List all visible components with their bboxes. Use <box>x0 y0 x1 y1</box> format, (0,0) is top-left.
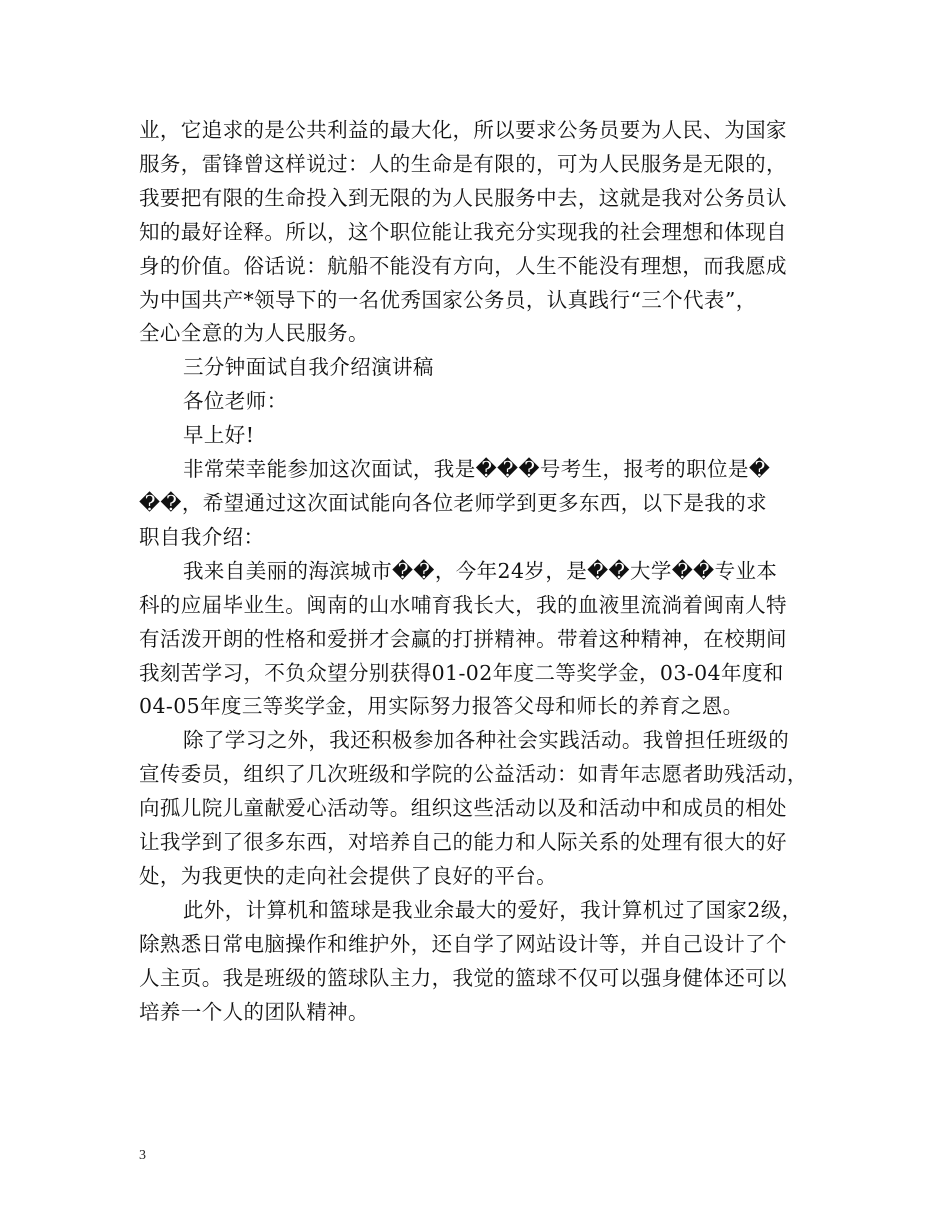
text-line: 除熟悉日常电脑操作和维护外，还自学了网站设计等，并自己设计了个 <box>139 931 787 956</box>
text-line: 让我学到了很多东西，对培养自己的能力和人际关系的处理有很大的好 <box>139 830 787 855</box>
text-line: 知的最好诠释。所以，这个职位能让我充分实现我的社会理想和体现自 <box>139 219 787 244</box>
text-line: 全心全意的为人民服务。 <box>139 321 369 346</box>
text-line: 职自我介绍： <box>139 524 265 549</box>
greeting: 早上好! <box>183 423 255 448</box>
text-line: 我要把有限的生命投入到无限的为人民服务中去，这就是我对公务员认 <box>139 185 787 210</box>
text-line: 为中国共产*领导下的一名优秀国家公务员，认真践行“三个代表”， <box>139 287 757 312</box>
text-line: 04-05年度三等奖学金，用实际努力报答父母和师长的养育之恩。 <box>139 694 744 719</box>
text-line: 处，为我更快的走向社会提供了良好的平台。 <box>139 863 557 888</box>
paragraph-start: 我来自美丽的海滨城市��，今年24岁，是��大学��专业本 <box>183 558 778 583</box>
text-line: ��，希望通过这次面试能向各位老师学到更多东西，以下是我的求 <box>139 490 768 515</box>
text-line: 宣传委员，组织了几次班级和学院的公益活动：如青年志愿者助残活动， <box>139 762 808 787</box>
document-body <box>139 114 815 1029</box>
salutation: 各位老师： <box>183 389 288 414</box>
text-line: 有活泼开朗的性格和爱拼才会赢的打拼精神。带着这种精神，在校期间 <box>139 626 787 651</box>
paragraph-start: 除了学习之外，我还积极参加各种社会实践活动。我曾担任班级的 <box>183 728 790 753</box>
page-number: 3 <box>139 1148 146 1163</box>
text-line: 身的价值。俗话说：航船不能没有方向，人生不能没有理想，而我愿成 <box>139 253 787 278</box>
speech-title: 三分钟面试自我介绍演讲稿 <box>183 355 434 380</box>
text-line: 人主页。我是班级的篮球队主力，我觉的篮球不仅可以强身健体还可以 <box>139 965 787 990</box>
text-line: 培养一个人的团队精神。 <box>139 999 369 1024</box>
text-line: 我刻苦学习，不负众望分别获得01-02年度二等奖学金，03-04年度和 <box>139 660 784 685</box>
text-line: 服务，雷锋曾这样说过：人的生命是有限的，可为人民服务是无限的， <box>139 151 787 176</box>
text-line: 科的应届毕业生。闽南的山水哺育我长大，我的血液里流淌着闽南人特 <box>139 592 787 617</box>
paragraph-start: 此外，计算机和篮球是我业余最大的爱好，我计算机过了国家2级， <box>183 897 803 922</box>
paragraph-start: 非常荣幸能参加这次面试，我是���号考生，报考的职位是� <box>183 457 771 482</box>
text-line: 向孤儿院儿童献爱心活动等。组织这些活动以及和活动中和成员的相处 <box>139 796 787 821</box>
text-line: 业，它追求的是公共利益的最大化，所以要求公务员要为人民、为国家 <box>139 118 787 142</box>
